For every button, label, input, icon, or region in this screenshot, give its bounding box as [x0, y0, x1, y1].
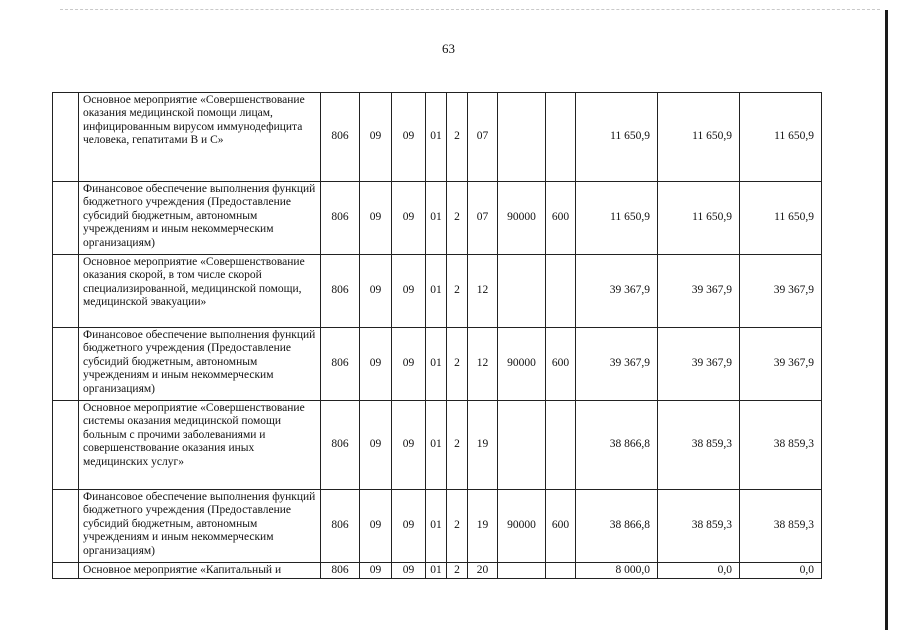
row-gutter-cell [53, 93, 79, 182]
code-section-cell: 09 [360, 182, 392, 255]
amount-year1-cell: 39 367,9 [576, 328, 658, 401]
amount-year1-cell: 11 650,9 [576, 93, 658, 182]
row-gutter-cell [53, 401, 79, 490]
code-direction-cell: 90000 [498, 328, 546, 401]
code-expense-type-cell [546, 255, 576, 328]
amount-year3-cell: 38 859,3 [740, 401, 822, 490]
code-direction-cell [498, 401, 546, 490]
amount-year2-cell: 39 367,9 [658, 328, 740, 401]
code-section-cell: 09 [360, 563, 392, 579]
code-subsection-cell: 09 [392, 563, 426, 579]
table-row [53, 401, 822, 490]
code-direction-cell [498, 255, 546, 328]
code-subsection-cell: 09 [392, 328, 426, 401]
amount-year2-cell: 39 367,9 [658, 255, 740, 328]
code-direction-cell: 90000 [498, 490, 546, 563]
code-program-cell: 01 [426, 182, 447, 255]
row-name-cell: Основное мероприятие «Совершенствование оказания медицинской помощи лицам, инфицированным вирусом иммунодефицита человека, гепатитами В и С» [79, 93, 321, 182]
code-expense-type-cell: 600 [546, 182, 576, 255]
row-name-cell: Основное мероприятие «Совершенствование системы оказания медицинской помощи больным с прочими заболеваниями и совершенствование оказания иных медицинских услуг» [79, 401, 321, 490]
code-section-cell: 09 [360, 93, 392, 182]
row-name-cell: Финансовое обеспечение выполнения функций бюджетного учреждения (Предоставление субсидий бюджетным, автономным учреждениям и иным некоммерческим организациям) [79, 328, 321, 401]
row-name-cell: Финансовое обеспечение выполнения функций бюджетного учреждения (Предоставление субсидий бюджетным, автономным учреждениям и иным некоммерческим организациям) [79, 490, 321, 563]
code-ministry-cell: 806 [321, 328, 360, 401]
code-expense-type-cell: 600 [546, 328, 576, 401]
code-section-cell: 09 [360, 401, 392, 490]
amount-year1-cell: 8 000,0 [576, 563, 658, 579]
row-gutter-cell [53, 328, 79, 401]
code-section-cell: 09 [360, 255, 392, 328]
code-program-cell: 01 [426, 328, 447, 401]
code-ministry-cell: 806 [321, 182, 360, 255]
code-ministry-cell: 806 [321, 255, 360, 328]
amount-year2-cell: 38 859,3 [658, 490, 740, 563]
code-expense-type-cell: 600 [546, 490, 576, 563]
row-name-cell: Финансовое обеспечение выполнения функций бюджетного учреждения (Предоставление субсидий бюджетным, автономным учреждениям и иным некоммерческим организациям) [79, 182, 321, 255]
code-event-cell: 07 [468, 93, 498, 182]
amount-year1-cell: 11 650,9 [576, 182, 658, 255]
code-event-cell: 12 [468, 328, 498, 401]
amount-year1-cell: 38 866,8 [576, 490, 658, 563]
code-section-cell: 09 [360, 490, 392, 563]
code-program-cell: 01 [426, 255, 447, 328]
code-subsection-cell: 09 [392, 490, 426, 563]
amount-year2-cell: 38 859,3 [658, 401, 740, 490]
code-direction-cell: 90000 [498, 182, 546, 255]
code-program-cell: 01 [426, 93, 447, 182]
code-subprogram-cell: 2 [447, 93, 468, 182]
code-direction-cell [498, 93, 546, 182]
page-number: 63 [442, 41, 455, 56]
amount-year2-cell: 0,0 [658, 563, 740, 579]
code-subsection-cell: 09 [392, 93, 426, 182]
code-section-cell: 09 [360, 328, 392, 401]
code-subsection-cell: 09 [392, 182, 426, 255]
table-row [53, 182, 822, 255]
amount-year3-cell: 39 367,9 [740, 255, 822, 328]
table-row [53, 93, 822, 182]
amount-year3-cell: 11 650,9 [740, 182, 822, 255]
code-ministry-cell: 806 [321, 93, 360, 182]
amount-year2-cell: 11 650,9 [658, 93, 740, 182]
amount-year3-cell: 0,0 [740, 563, 822, 579]
code-event-cell: 19 [468, 401, 498, 490]
code-ministry-cell: 806 [321, 563, 360, 579]
code-event-cell: 20 [468, 563, 498, 579]
row-name-cell: Основное мероприятие «Совершенствование оказания скорой, в том числе скорой специализированной, медицинской помощи, медицинской эвакуации» [79, 255, 321, 328]
amount-year1-cell: 38 866,8 [576, 401, 658, 490]
code-expense-type-cell [546, 401, 576, 490]
code-event-cell: 19 [468, 490, 498, 563]
table-row [53, 255, 822, 328]
code-subprogram-cell: 2 [447, 563, 468, 579]
code-program-cell: 01 [426, 490, 447, 563]
code-subsection-cell: 09 [392, 255, 426, 328]
amount-year2-cell: 11 650,9 [658, 182, 740, 255]
code-subprogram-cell: 2 [447, 255, 468, 328]
code-subprogram-cell: 2 [447, 328, 468, 401]
scan-edge-top [60, 9, 880, 10]
table-body [53, 93, 822, 579]
row-gutter-cell [53, 255, 79, 328]
code-event-cell: 07 [468, 182, 498, 255]
row-gutter-cell [53, 563, 79, 579]
code-subsection-cell: 09 [392, 401, 426, 490]
table-row [53, 490, 822, 563]
code-expense-type-cell [546, 563, 576, 579]
table-row [53, 563, 822, 579]
budget-table [52, 92, 822, 579]
code-subprogram-cell: 2 [447, 401, 468, 490]
amount-year3-cell: 38 859,3 [740, 490, 822, 563]
row-name-cell: Основное мероприятие «Капитальный и [79, 563, 321, 579]
code-event-cell: 12 [468, 255, 498, 328]
amount-year3-cell: 11 650,9 [740, 93, 822, 182]
code-expense-type-cell [546, 93, 576, 182]
amount-year3-cell: 39 367,9 [740, 328, 822, 401]
amount-year1-cell: 39 367,9 [576, 255, 658, 328]
table-row [53, 328, 822, 401]
row-gutter-cell [53, 182, 79, 255]
row-gutter-cell [53, 490, 79, 563]
code-program-cell: 01 [426, 563, 447, 579]
code-subprogram-cell: 2 [447, 182, 468, 255]
code-program-cell: 01 [426, 401, 447, 490]
code-ministry-cell: 806 [321, 490, 360, 563]
code-subprogram-cell: 2 [447, 490, 468, 563]
code-direction-cell [498, 563, 546, 579]
scan-edge-right [885, 10, 888, 630]
code-ministry-cell: 806 [321, 401, 360, 490]
